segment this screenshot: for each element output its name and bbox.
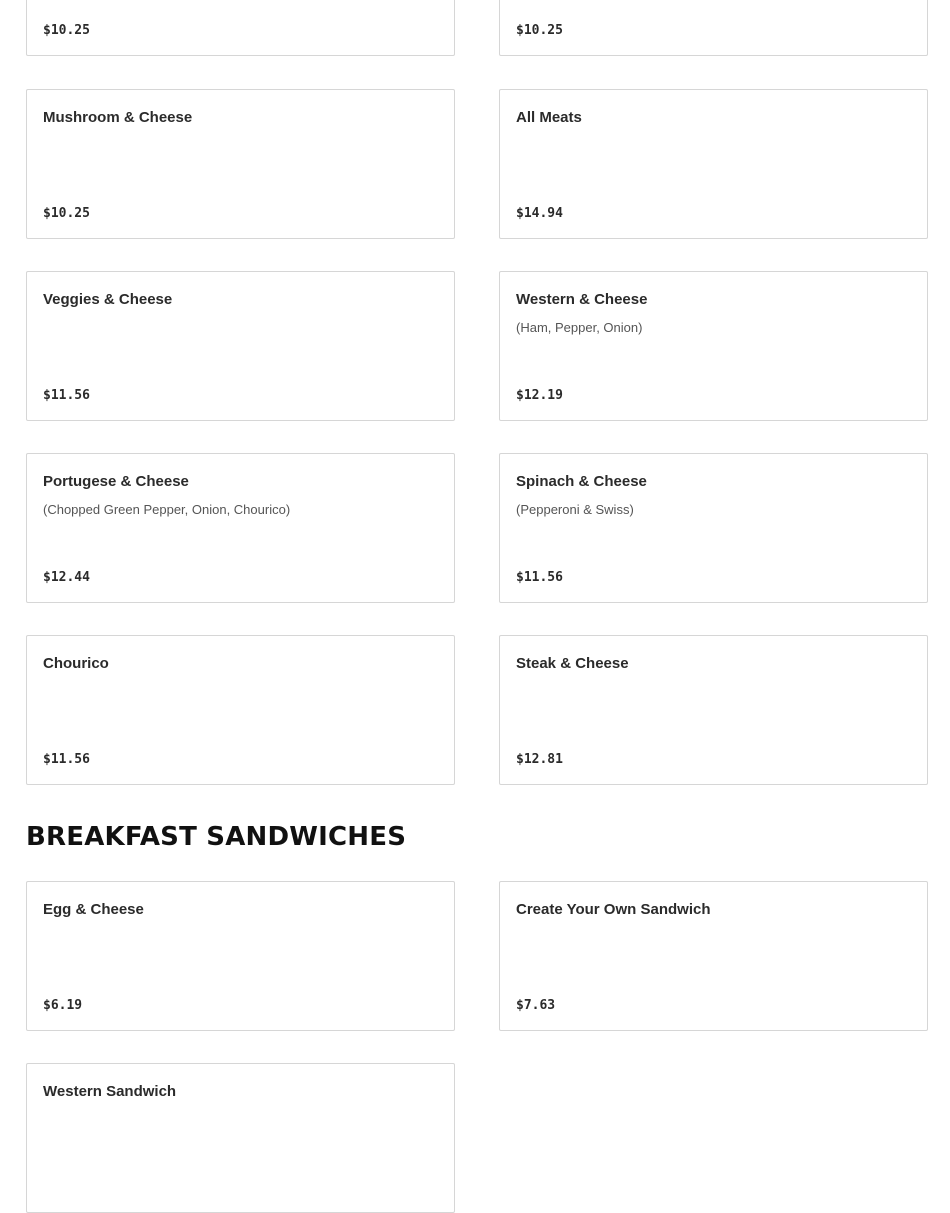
menu-item-name: Egg & Cheese [43, 901, 144, 918]
menu-item-price: $12.81 [516, 752, 563, 767]
menu-item-description: (Pepperoni & Swiss) [516, 502, 634, 517]
menu-item-price: $11.56 [516, 570, 563, 585]
menu-item-name: Mushroom & Cheese [43, 109, 193, 126]
menu-item-name: Spinach & Cheese [516, 473, 647, 490]
menu-item-card[interactable] [499, 89, 928, 239]
menu-item-card[interactable] [26, 271, 455, 421]
menu-item-name: Portugese & Cheese [43, 473, 189, 490]
menu-item-card[interactable] [26, 881, 455, 1031]
menu-item-price: $14.94 [516, 206, 563, 221]
menu-item-price: $11.56 [43, 388, 90, 403]
menu-item-price: $10.25 [43, 206, 90, 221]
menu-item-card[interactable] [499, 881, 928, 1031]
menu-item-price: $11.56 [43, 752, 90, 767]
menu-item-card[interactable] [26, 1063, 455, 1213]
menu-item-description: (Chopped Green Pepper, Onion, Chourico) [43, 502, 291, 517]
menu-item-name: Western Sandwich [43, 1083, 177, 1100]
menu-item-name: Western & Cheese [516, 291, 648, 308]
menu-item-description: (Ham, Pepper, Onion) [516, 320, 643, 335]
menu-item-price: $6.19 [43, 998, 83, 1013]
section-heading-breakfast-sandwiches: BREAKFAST SANDWICHES [26, 822, 407, 852]
menu-item-name: Create Your Own Sandwich [516, 901, 711, 918]
menu-item-name: Steak & Cheese [516, 655, 629, 672]
menu-item-price: $10.25 [43, 23, 90, 38]
menu-item-price: $12.44 [43, 570, 90, 585]
menu-item-price: $7.63 [516, 998, 556, 1013]
menu-item-card[interactable] [499, 635, 928, 785]
menu-item-card[interactable] [26, 89, 455, 239]
menu-item-name: Veggies & Cheese [43, 291, 173, 308]
menu-item-price: $10.25 [516, 23, 563, 38]
menu-item-card[interactable] [499, 271, 928, 421]
menu-item-card[interactable] [499, 453, 928, 603]
menu-item-card[interactable] [499, 0, 928, 56]
menu-item-name: All Meats [516, 109, 582, 126]
menu-item-card[interactable] [26, 453, 455, 603]
menu-item-name: Chourico [43, 655, 109, 672]
menu-item-price: $12.19 [516, 388, 563, 403]
menu-item-card[interactable] [26, 635, 455, 785]
menu-item-card[interactable] [26, 0, 455, 56]
